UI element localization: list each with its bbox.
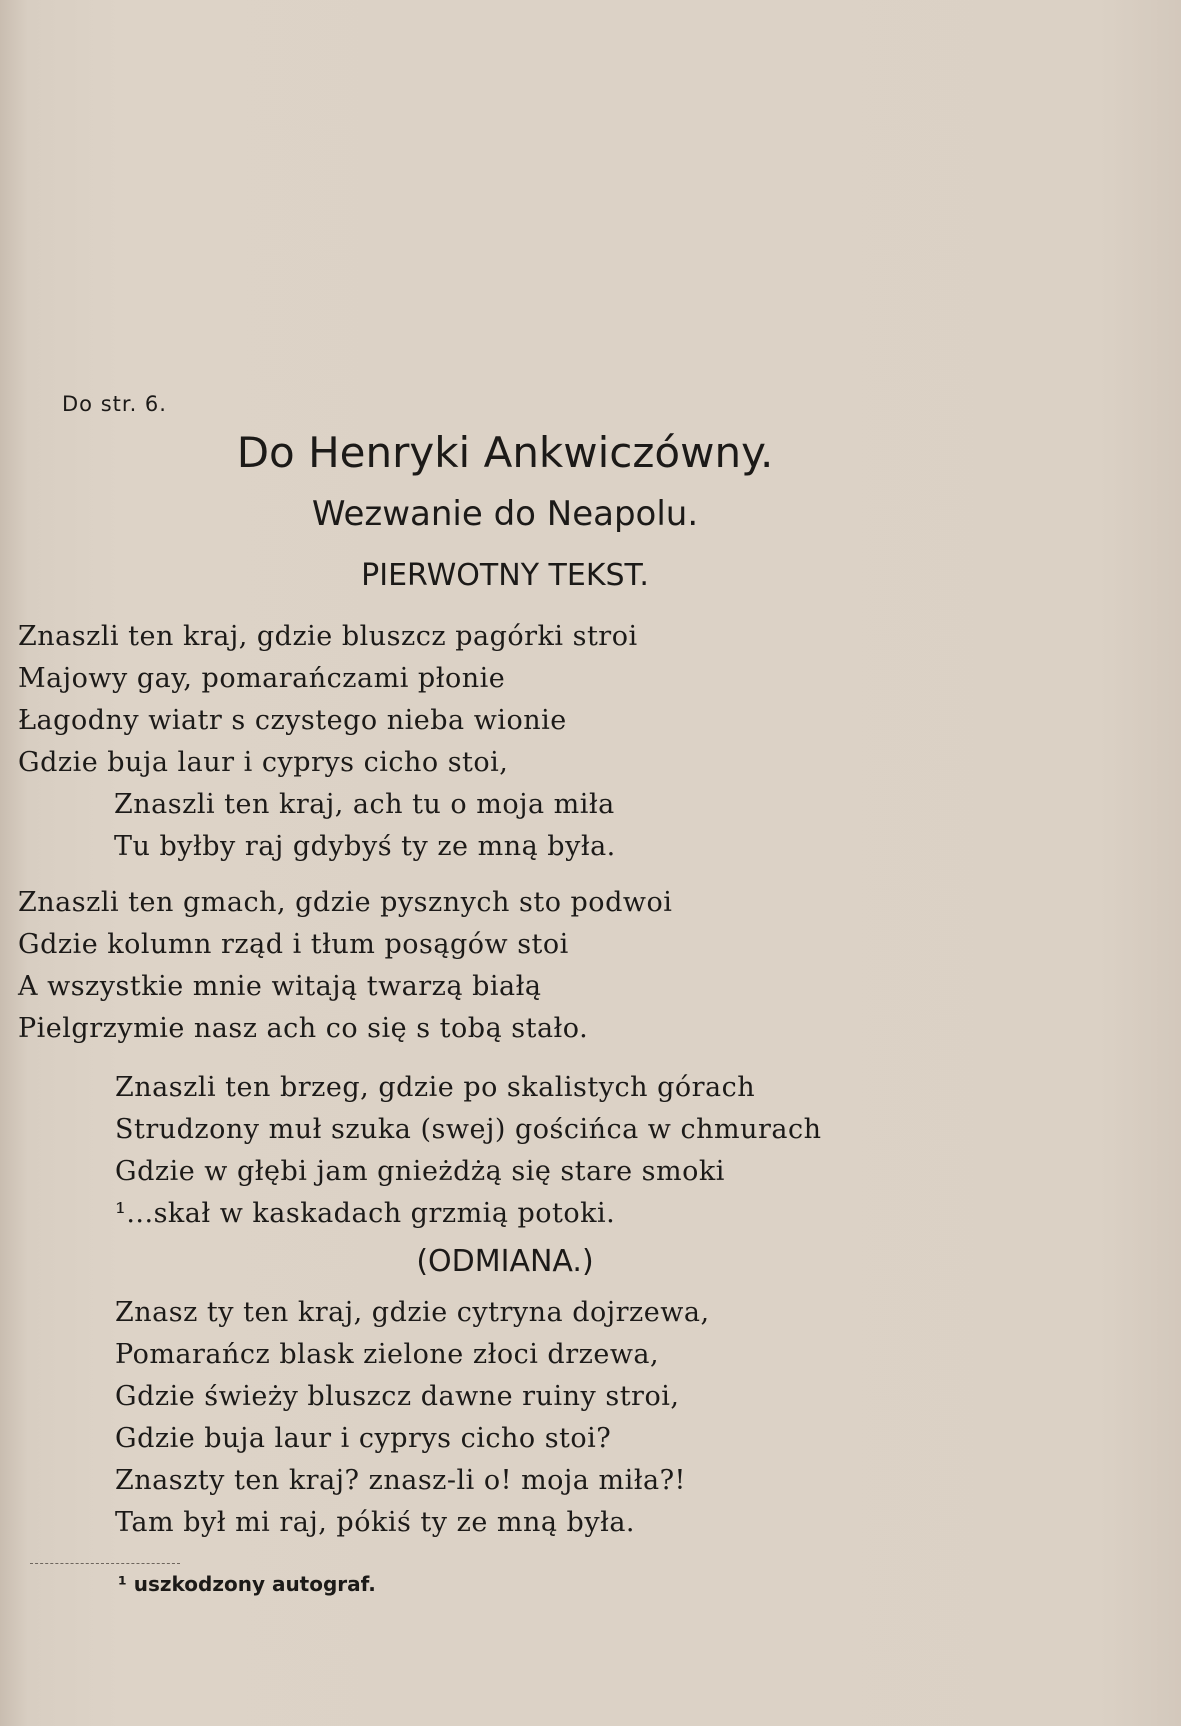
verse-line: Znaszty ten kraj? znasz-li o! moja miła?! [115,1465,686,1496]
poem-title: Do Henryki Ankwiczówny. [236,428,774,477]
verse-line: ¹...skał w kaskadach grzmią potoki. [115,1198,616,1229]
section-heading-original: PIERWOTNY TEKST. [361,558,649,593]
verse-line: Tu byłby raj gdybyś ty ze mną była. [114,831,616,862]
footnote: ¹ uszkodzony autograf. [118,1572,376,1596]
verse-line: Gdzie świeży bluszcz dawne ruiny stroi, [115,1381,680,1412]
verse-line: Gdzie w głębi jam gnieżdżą się stare smoki [115,1156,725,1187]
verse-line: Pielgrzymie nasz ach co się s tobą stało. [18,1013,589,1044]
stanza-variant [115,1292,710,1544]
verse-line: Znasz ty ten kraj, gdzie cytryna dojrzewa, [115,1297,710,1328]
verse-line: Gdzie buja laur i cyprys cicho stoi? [115,1423,612,1454]
verse-line: Majowy gay, pomarańczami płonie [18,663,506,694]
verse-line: Tam był mi raj, pókiś ty ze mną była. [115,1507,636,1538]
verse-line: Znaszli ten gmach, gdzie pysznych sto podwoi [18,887,673,918]
verse-line: Łagodny wiatr s czystego nieba wionie [18,705,567,736]
verse-line: Pomarańcz blask zielone złoci drzewa, [115,1339,660,1370]
stanza-1 [18,616,638,868]
verse-line: Gdzie kolumn rząd i tłum posągów stoi [18,929,569,960]
verse-line: Znaszli ten kraj, gdzie bluszcz pagórki stroi [18,621,638,652]
poem-subtitle: Wezwanie do Neapolu. [311,494,699,534]
page-reference: Do str. 6. [62,392,167,416]
stanza-2 [18,882,672,1050]
verse-line: Strudzony muł szuka (swej) gościńca w chmurach [115,1114,822,1145]
verse-line: A wszystkie mnie witają twarzą białą [18,971,542,1002]
section-heading-variant: (ODMIANA.) [416,1244,594,1279]
verse-line: Gdzie buja laur i cyprys cicho stoi, [18,747,509,778]
stanza-3 [115,1067,822,1235]
verse-line: Znaszli ten kraj, ach tu o moja miła [114,789,615,820]
verse-line: Znaszli ten brzeg, gdzie po skalistych górach [115,1072,756,1103]
footnote-divider [30,1563,180,1564]
